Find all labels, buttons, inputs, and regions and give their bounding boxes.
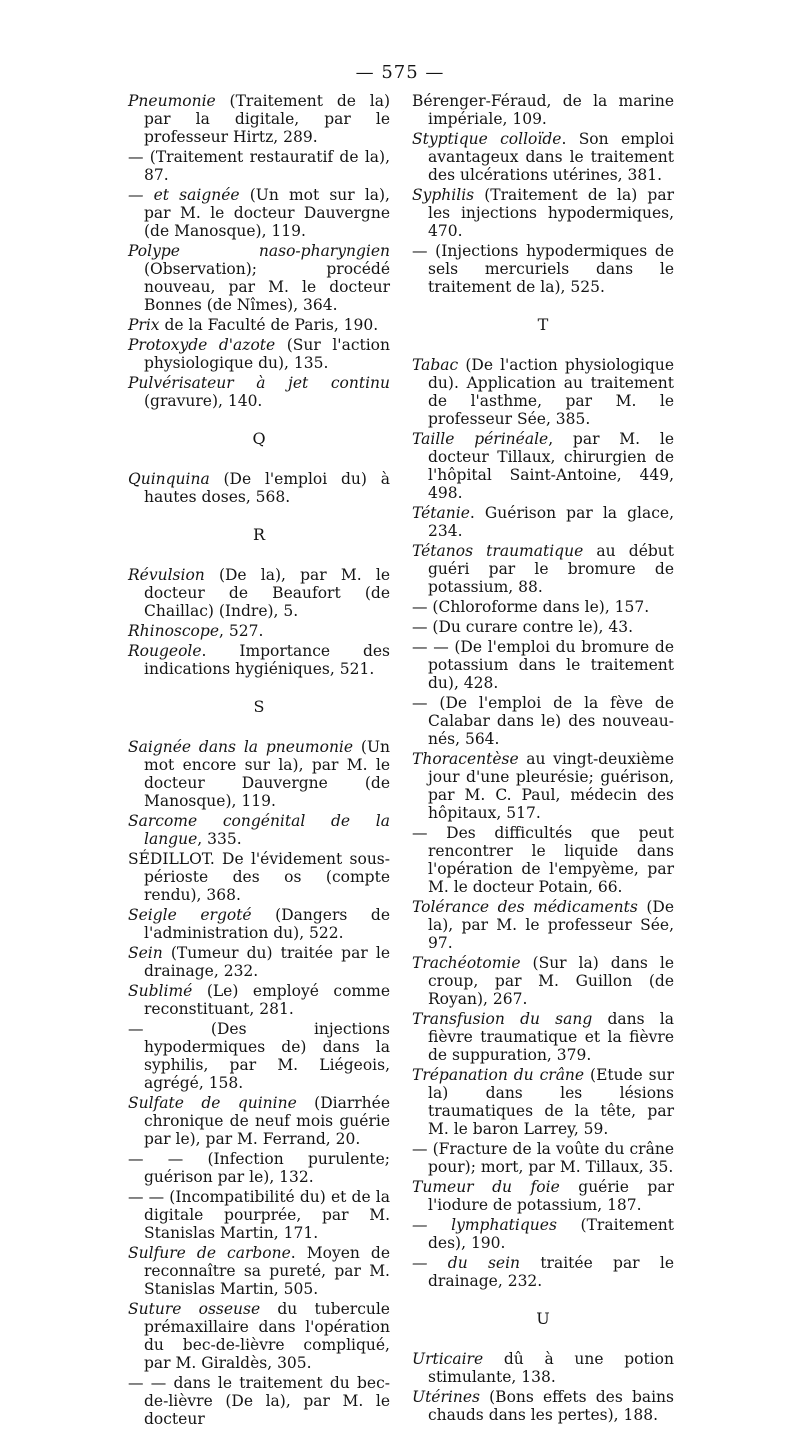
index-entry [412,242,674,296]
entry-term: Tétanos traumatique [412,542,584,560]
entry-text: (gravure), 140. [144,392,263,410]
index-entry [128,566,390,620]
entry-text: guérie par l'iodure de potassium, 187. [428,1178,674,1214]
entry-text: (Traitement des), 190. [428,1216,675,1252]
index-entry [412,598,674,616]
entry-term: Prix [128,316,160,334]
entry-term: Rougeole [128,642,202,660]
entry-text: (Traitement de la) par la digitale, par le professeur Hirtz, 289. [144,92,390,146]
entry-term: Trépanation du crâne [412,1066,585,1084]
entry-text: (Diarrhée chronique de neuf mois guérie par le), par M. Ferrand, 20. [144,1094,390,1148]
index-entry [128,642,390,678]
index-entry [128,738,390,810]
entry-text: — (Injections hypodermiques de sels mercuriels dans le traitement de la), 525. [412,242,674,296]
entry-term: Tétanie [412,504,470,522]
index-entry [128,470,390,506]
section-letter: U [536,1309,550,1328]
entry-text: (Un mot sur la), par M. le docteur Dauvergne (de Manosque), 119. [144,186,390,240]
entry-text: — — dans le traitement du bec-de-lièvre (De la), par M. le docteur [128,1374,390,1428]
index-entry [412,1010,674,1064]
entry-text: — — (Infection purulente; guérison par le), 132. [128,1150,390,1186]
entry-text: dans la fièvre traumatique et la fièvre de suppuration, 379. [428,1010,675,1064]
index-entry [128,1150,390,1186]
entry-term: Sarcome congénital de la langue [128,812,390,848]
entry-text: au vingt-deuxième jour d'une pleurésie; guérison, par M. C. Paul, médecin des hôpitaux, 517. [428,750,674,822]
index-entry [128,812,390,848]
entry-term: Tumeur du foie [412,1178,560,1196]
entry-text: , 527. [219,622,264,640]
entry-term: Syphilis [412,186,475,204]
entry-text: (Le) employé comme reconstituant, 281. [144,982,390,1018]
index-entry [128,1244,390,1298]
entry-text: , 335. [197,830,242,848]
index-entry [128,1300,390,1372]
index-entry [412,542,674,596]
entry-term: — du sein [412,1254,521,1272]
index-entry [412,898,674,952]
entry-term: Sein [128,944,163,962]
entry-text: (De la), par M. le docteur de Beaufort (de Chaillac) (Indre), 5. [144,566,390,620]
entry-term: Révulsion [128,566,205,584]
entry-text: (Bons effets des bains chauds dans les pertes), 188. [428,1388,674,1424]
entry-term: Saignée dans la pneumonie [128,738,354,756]
entry-text: (Traitement de la) par les injections hypodermiques, 470. [428,186,674,240]
entry-term: Tolérance des médicaments [412,898,638,916]
entry-term: Protoxyde d'azote [128,336,276,354]
index-entry [128,1094,390,1148]
entry-text: — (De l'emploi de la fève de Calabar dans le) des nouveau-nés, 564. [412,694,674,748]
section-letter: Q [252,429,266,448]
index-entry [412,430,674,502]
index-entry [128,1374,390,1428]
entry-term: Suture osseuse [128,1300,261,1318]
index-entry [128,374,390,410]
section-letter: S [253,697,265,716]
entry-text: — (Traitement restauratif de la), 87. [128,148,390,184]
entry-term: Utérines [412,1388,480,1406]
entry-text: Bérenger-Féraud, de la marine impériale, 109. [412,92,674,128]
entry-term: Pulvérisateur à jet continu [128,374,390,392]
entry-term: Thoracentèse [412,750,519,768]
entry-text: — Des difficultés que peut rencontrer le liquide dans l'opération de l'empyème, par M. le docteur Potain, 66. [412,824,674,896]
entry-term: Sulfate de quinine [128,1094,297,1112]
entry-term: Quinquina [128,470,210,488]
entry-term: Polype naso-pharyngien [128,242,390,260]
entry-text: (De la), par M. le professeur Sée, 97. [428,898,674,952]
left-column [128,92,390,1430]
index-entry [412,130,674,184]
index-entry [128,982,390,1018]
entry-term: Sulfure de carbone [128,1244,291,1262]
index-entry [412,1140,674,1176]
index-entry [128,186,390,240]
entry-text: traitée par le drainage, 232. [428,1254,675,1290]
index-entry [128,1020,390,1092]
index-entry [412,954,674,1008]
index-entry [412,638,674,692]
entry-text: . Guérison par la glace, 234. [428,504,674,540]
entry-text: (De l'emploi du) à hautes doses, 568. [144,470,390,506]
index-entry [128,906,390,942]
index-entry [412,1216,674,1252]
entry-text: (Observation); procédé nouveau, par M. le docteur Bonnes (de Nîmes), 364. [144,260,390,314]
entry-text: — (Chloroforme dans le), 157. [412,598,650,616]
entry-term: Urticaire [412,1350,484,1368]
index-entry [412,1254,674,1290]
page-number: — 575 — [355,62,445,83]
index-entry [412,1178,674,1214]
section-letter: T [537,315,549,334]
entry-text: — (Des injections hypodermiques de) dans la syphilis, par M. Liégeois, agrégé, 158. [128,1020,390,1092]
index-entry [128,944,390,980]
entry-text: du tubercule prémaxillaire dans l'opération du bec-de-lièvre compliqué, par M. Giraldès, 305. [144,1300,390,1372]
index-entry [128,1188,390,1242]
entry-term: Rhinoscope [128,622,219,640]
index-entry [412,824,674,896]
entry-text: . Moyen de reconnaître sa pureté, par M. Stanislas Martin, 505. [144,1244,390,1298]
entry-term: — lymphatiques [412,1216,557,1234]
index-entry [412,92,674,128]
entry-term: — et saignée [128,186,240,204]
entry-text: SÉDILLOT. De l'évidement sous-périoste des os (compte rendu), 368. [128,850,390,904]
entry-text: (Sur l'action physiologique du), 135. [144,336,390,372]
index-entry [412,186,674,240]
entry-text: (Etude sur la) dans les lésions traumatiques de la tête, par M. le baron Larrey, 59. [428,1066,674,1138]
index-entry [128,148,390,184]
entry-text: (Sur la) dans le croup, par M. Guillon (de Royan), 267. [428,954,674,1008]
index-entry [412,504,674,540]
index-entry [412,1388,674,1424]
entry-text: — — (De l'emploi du bromure de potassium dans le traitement du), 428. [412,638,674,692]
entry-term: Transfusion du sang [412,1010,593,1028]
right-column [412,92,674,1426]
index-entry [128,622,390,640]
entry-text: — (Du curare contre le), 43. [412,618,634,636]
entry-text: — (Fracture de la voûte du crâne pour); mort, par M. Tillaux, 35. [412,1140,674,1176]
entry-term: Pneumonie [128,92,216,110]
entry-term: Trachéotomie [412,954,521,972]
entry-term: Seigle ergoté [128,906,252,924]
entry-text: dû à une potion stimulante, 138. [428,1350,674,1386]
entry-text: de la Faculté de Paris, 190. [159,316,379,334]
index-entry [412,618,674,636]
entry-text: . Importance des indications hygiéniques, 521. [144,642,390,678]
index-entry [412,1350,674,1386]
entry-text: — — (Incompatibilité du) et de la digitale pourprée, par M. Stanislas Martin, 171. [128,1188,390,1242]
entry-term: Taille périnéale [412,430,549,448]
entry-term: Tabac [412,356,459,374]
index-entry [412,694,674,748]
index-entry [128,850,390,904]
index-entry [412,750,674,822]
entry-text: , par M. le docteur Tillaux, chirurgien de l'hôpital Saint-Antoine, 449, 498. [428,430,674,502]
index-entry [128,242,390,314]
index-entry [128,336,390,372]
entry-term: Sublimé [128,982,193,1000]
section-letter: R [252,525,266,544]
entry-text: (Dangers de l'administration du), 522. [144,906,390,942]
index-entry [128,92,390,146]
entry-text: . Son emploi avantageux dans le traitement des ulcérations utérines, 381. [428,130,674,184]
entry-text: au début guéri par le bromure de potassium, 88. [428,542,674,596]
index-entry [128,316,390,334]
index-entry [412,1066,674,1138]
entry-term: Styptique colloïde [412,130,562,148]
entry-text: (Tumeur du) traitée par le drainage, 232. [144,944,390,980]
index-entry [412,356,674,428]
entry-text: (Un mot encore sur la), par M. le docteur Dauvergne (de Manosque), 119. [144,738,390,810]
entry-text: (De l'action physiologique du). Application au traitement de l'asthme, par M. le professeur Sée, 385. [428,356,674,428]
